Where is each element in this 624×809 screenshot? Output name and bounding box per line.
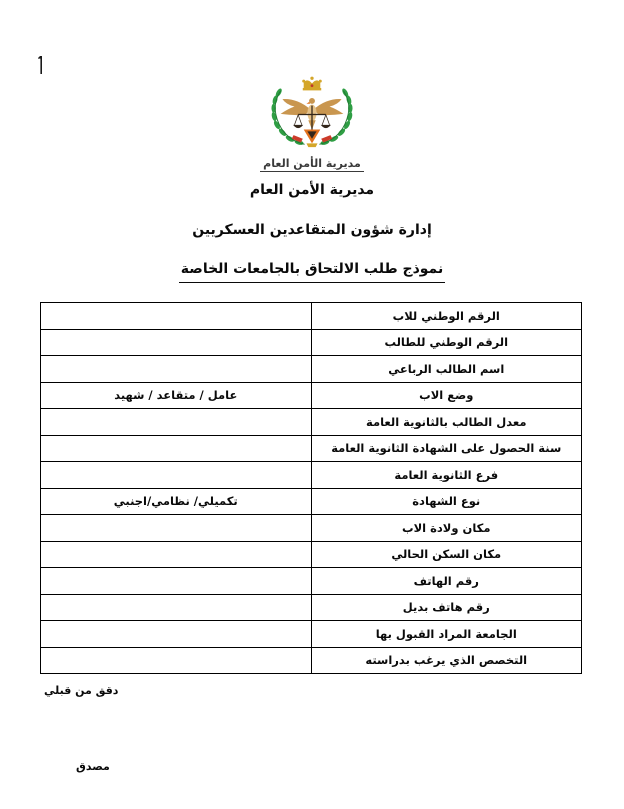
field-value-cell[interactable] <box>41 435 312 462</box>
table-row <box>41 435 582 462</box>
psd-emblem-logo <box>252 76 372 172</box>
field-label: التخصص الذي يرغب بدراسته <box>311 647 582 674</box>
shield-icon <box>292 130 333 148</box>
field-label: رقم هاتف بديل <box>311 594 582 621</box>
application-form-table <box>40 302 582 674</box>
table-row <box>41 356 582 383</box>
field-value-cell[interactable]: عامل / متقاعد / شهيد <box>41 382 312 409</box>
title-directorate: مديرية الأمن العام <box>249 182 375 198</box>
field-value-cell[interactable]: تكميلي/ نظامي/اجنبي <box>41 488 312 515</box>
field-value-cell[interactable] <box>41 568 312 595</box>
checked-by-note: دقق من قبلي <box>44 684 119 697</box>
field-value-cell[interactable] <box>41 515 312 542</box>
certified-note: مصدق <box>76 760 110 773</box>
table-row <box>41 382 582 409</box>
field-value-cell[interactable] <box>41 621 312 648</box>
field-label: الجامعة المراد القبول بها <box>311 621 582 648</box>
field-value-cell[interactable] <box>41 303 312 330</box>
field-value-cell[interactable] <box>41 541 312 568</box>
table-row <box>41 409 582 436</box>
field-label: سنة الحصول على الشهادة الثانوية العامة <box>311 435 582 462</box>
logo-caption: مديرية الأمن العام <box>260 157 364 172</box>
field-label: الرقم الوطني للاب <box>311 303 582 330</box>
table-row <box>41 647 582 674</box>
field-label: اسم الطالب الرباعي <box>311 356 582 383</box>
field-value-cell[interactable] <box>41 409 312 436</box>
table-row <box>41 488 582 515</box>
field-label: نوع الشهادة <box>311 488 582 515</box>
field-label: رقم الهاتف <box>311 568 582 595</box>
field-label: معدل الطالب بالثانوية العامة <box>311 409 582 436</box>
table-row <box>41 329 582 356</box>
field-label: الرقم الوطني للطالب <box>311 329 582 356</box>
field-label: وضع الاب <box>311 382 582 409</box>
psd-emblem-graphic <box>254 76 370 148</box>
field-label: مكان ولادة الاب <box>311 515 582 542</box>
field-label: مكان السكن الحالي <box>311 541 582 568</box>
crown-icon <box>302 77 322 91</box>
corner-mark <box>37 56 45 80</box>
title-department: إدارة شؤون المتقاعدين العسكريين <box>192 222 432 238</box>
table-row <box>41 568 582 595</box>
field-value-cell[interactable] <box>41 462 312 489</box>
title-form-name-text: نموذج طلب الالتحاق بالجامعات الخاصة <box>179 261 445 283</box>
table-row <box>41 303 582 330</box>
field-value-cell[interactable] <box>41 329 312 356</box>
table-row <box>41 594 582 621</box>
field-label: فرع الثانوية العامة <box>311 462 582 489</box>
field-value-cell[interactable] <box>41 356 312 383</box>
table-row <box>41 621 582 648</box>
field-value-cell[interactable] <box>41 594 312 621</box>
field-value-cell[interactable] <box>41 647 312 674</box>
table-row <box>41 541 582 568</box>
title-form-name <box>0 261 624 283</box>
table-row <box>41 462 582 489</box>
corner-mark-glyph <box>37 56 45 76</box>
table-row <box>41 515 582 542</box>
